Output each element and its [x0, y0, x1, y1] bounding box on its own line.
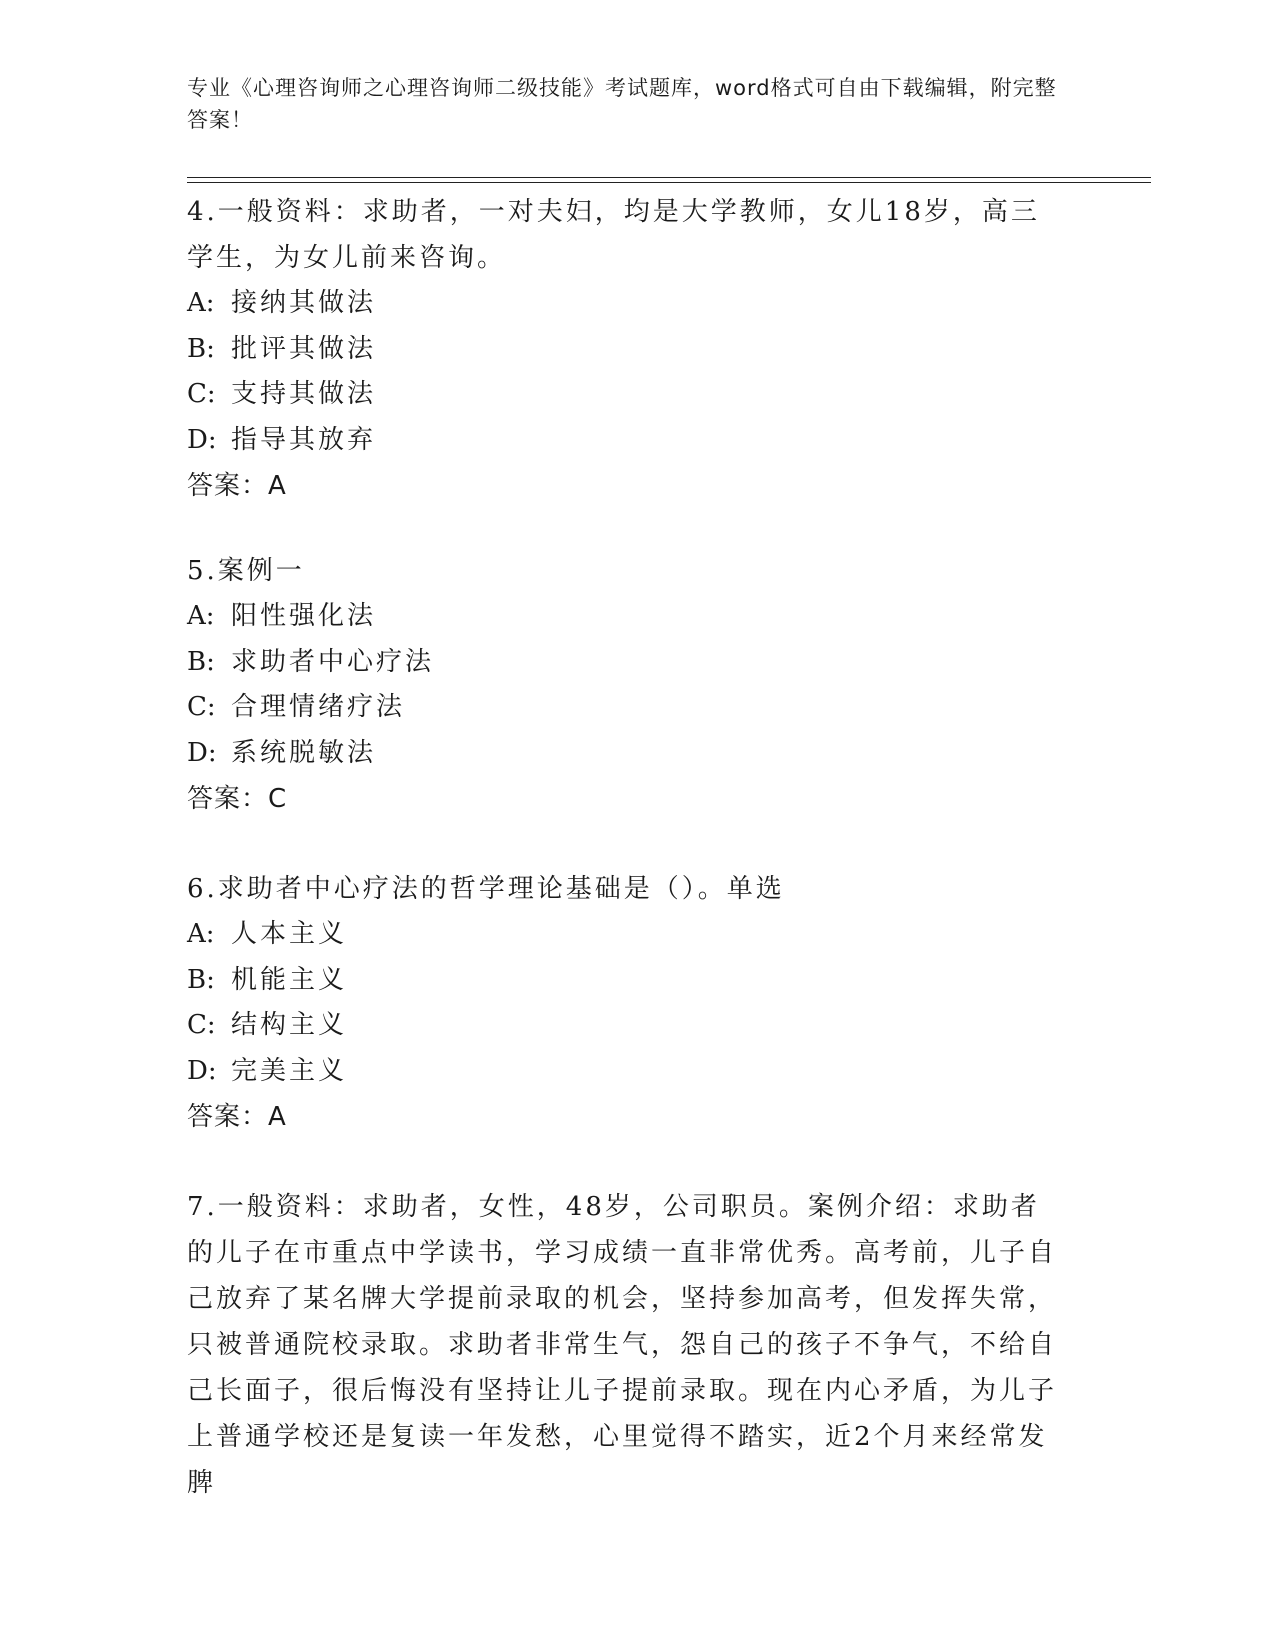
option-text: 系统脱敏法 — [231, 737, 377, 768]
header-divider-top — [187, 177, 1151, 178]
option-letter: D: — [187, 737, 217, 768]
option-text: 人本主义 — [231, 919, 348, 949]
option-letter: A: — [187, 919, 215, 949]
option-letter: A: — [187, 288, 215, 318]
option-b — [187, 640, 1067, 686]
question-7 — [187, 1184, 1067, 1506]
option-letter: C: — [187, 1010, 216, 1040]
question-6 — [187, 866, 1067, 1140]
option-letter: D: — [187, 424, 217, 455]
option-letter: C: — [187, 692, 216, 722]
question-stem: 6.求助者中心疗法的哲学理论基础是（）。单选 — [187, 874, 785, 904]
question-stem: 5.案例一 — [187, 556, 305, 586]
option-a — [187, 912, 1067, 958]
option-text: 结构主义 — [231, 1010, 348, 1040]
option-letter: A: — [187, 601, 215, 631]
option-letter: B: — [187, 964, 215, 995]
option-b — [187, 958, 1067, 1004]
question-stem: 4.一般资料：求助者，一对夫妇，均是大学教师，女儿18岁，高三学生，为女儿前来咨询。 — [187, 197, 1040, 273]
option-text: 指导其放弃 — [231, 424, 377, 455]
option-c — [187, 372, 1067, 418]
option-text: 阳性强化法 — [231, 601, 377, 631]
option-d — [187, 1049, 1067, 1095]
option-c — [187, 685, 1067, 731]
option-a — [187, 594, 1067, 640]
option-text: 机能主义 — [231, 964, 348, 995]
option-text: 支持其做法 — [231, 379, 377, 409]
answer-line: 答案：A — [187, 1102, 287, 1132]
option-letter: B: — [187, 646, 215, 677]
option-c — [187, 1003, 1067, 1049]
option-text: 批评其做法 — [231, 333, 377, 364]
question-stem: 7.一般资料：求助者，女性，48岁，公司职员。案例介绍：求助者的儿子在市重点中学读书，学习成绩一直非常优秀。高考前，儿子自己放弃了某名牌大学提前录取的机会，坚持参加高考，但发挥失常，只被普通院校录取。求助者非常生气，怨自己的孩子不争气，不给自己长面子，很后悔没有坚持让儿子提前录取。现在内心矛盾，为儿子上普通学校还是复读一年发愁，心里觉得不踏实，近2个月来经常发脾 — [187, 1192, 1058, 1498]
option-text: 接纳其做法 — [231, 288, 377, 318]
answer-line: 答案：C — [187, 784, 288, 814]
option-d — [187, 731, 1067, 777]
option-b — [187, 327, 1067, 373]
option-letter: C: — [187, 379, 216, 409]
option-text: 合理情绪疗法 — [231, 692, 406, 722]
answer-line: 答案：A — [187, 471, 287, 501]
question-4 — [187, 189, 1067, 509]
document-header: 专业《心理咨询师之心理咨询师二级技能》考试题库，word格式可自由下载编辑，附完整答案！ — [187, 76, 1057, 132]
option-letter: D: — [187, 1055, 217, 1086]
header-divider-bottom — [187, 182, 1151, 183]
question-5 — [187, 548, 1067, 822]
option-d — [187, 418, 1067, 464]
option-letter: B: — [187, 333, 215, 364]
option-text: 完美主义 — [231, 1055, 348, 1086]
option-a — [187, 281, 1067, 327]
option-text: 求助者中心疗法 — [231, 646, 435, 677]
